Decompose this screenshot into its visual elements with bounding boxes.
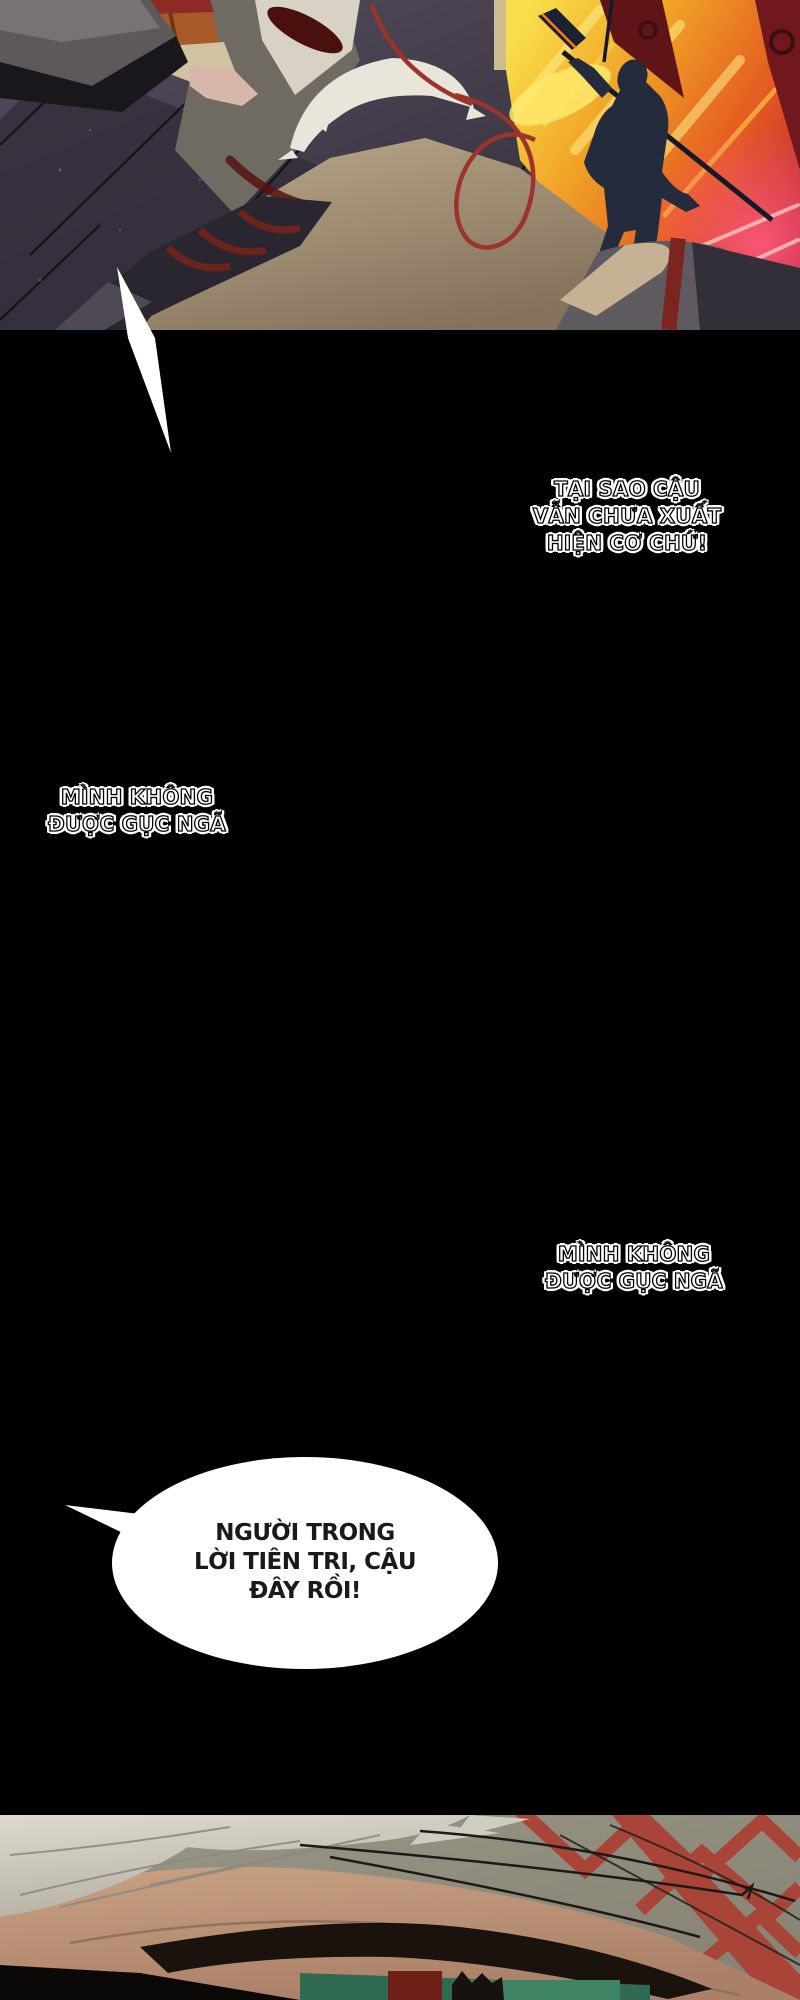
monologue-text-right — [524, 1241, 744, 1295]
monologue-line: ĐƯỢC GỤC NGÃ — [545, 1269, 723, 1293]
bubble-line: NGƯỜI TRONG — [215, 1520, 395, 1546]
shout-text-impatience — [517, 476, 737, 557]
monologue-text-left — [27, 784, 247, 838]
headband-red-stripe — [388, 1971, 442, 2000]
panel-face-closeup — [0, 1815, 800, 2000]
bubble-text — [112, 1519, 498, 1606]
monologue-line: MÌNH KHÔNG — [557, 1242, 711, 1266]
speech-bubble — [112, 1457, 498, 1669]
shout-line: VẪN CHƯA XUẤT — [532, 504, 722, 528]
monologue-line: MÌNH KHÔNG — [60, 785, 214, 809]
bubble-line: LỜI TIÊN TRI, CẬU — [193, 1549, 417, 1575]
monologue-line: ĐƯỢC GỤC NGÃ — [48, 812, 226, 836]
shout-line: HIỆN CƠ CHỨ! — [546, 531, 708, 555]
bubble-line: ĐÂY RỒI! — [249, 1578, 361, 1604]
speech-tail-top — [100, 260, 190, 460]
sleeve-rope-band — [150, 0, 214, 14]
shout-line: TẠI SAO CẬU — [554, 477, 700, 501]
door-post — [494, 0, 506, 70]
